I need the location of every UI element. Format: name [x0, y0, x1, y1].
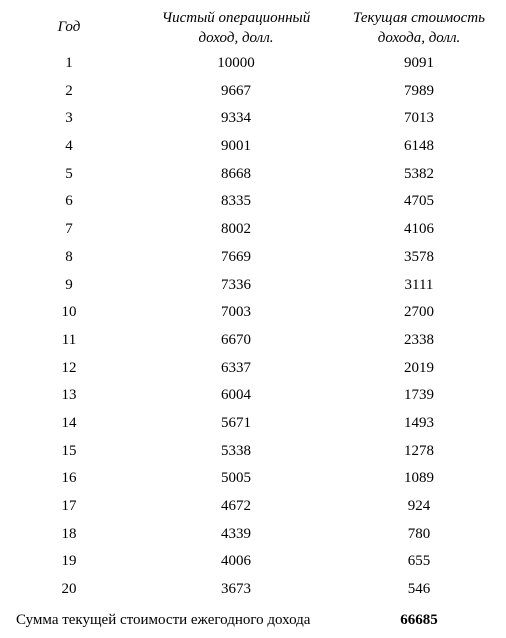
- header-year: Год: [57, 19, 81, 35]
- net-operating-income-cell: 7003: [221, 304, 251, 321]
- table-row: [0, 522, 506, 550]
- year-cell: 4: [65, 138, 73, 155]
- net-operating-income-cell: 5005: [221, 470, 251, 487]
- present-value-cell: 4705: [404, 193, 434, 210]
- present-value-cell: 5382: [404, 165, 434, 182]
- header-net-operating-income: Чистый операционный доход, долл.: [161, 10, 311, 46]
- net-operating-income-cell: 5338: [221, 442, 251, 459]
- present-value-cell: 2338: [404, 331, 434, 348]
- table-row: [0, 328, 506, 356]
- present-value-cell: 655: [407, 553, 431, 570]
- present-value-cell: 1493: [404, 414, 434, 431]
- year-cell: 16: [61, 470, 77, 487]
- year-cell: 18: [61, 525, 77, 542]
- net-operating-income-cell: 8335: [221, 193, 251, 210]
- table-row: [0, 162, 506, 190]
- year-cell: 11: [61, 331, 77, 348]
- table-row: [0, 79, 506, 107]
- net-operating-income-cell: 10000: [217, 55, 255, 71]
- table-row: [0, 383, 506, 411]
- total-value: 66685: [400, 612, 438, 628]
- present-value-cell: 2019: [404, 359, 434, 376]
- year-cell: 9: [65, 276, 73, 293]
- year-cell: 10: [61, 304, 77, 321]
- present-value-cell: 6148: [404, 138, 434, 155]
- net-operating-income-cell: 4672: [221, 498, 251, 514]
- present-value-cell: 1278: [404, 442, 434, 459]
- year-cell: 1: [65, 55, 73, 71]
- net-operating-income-cell: 9001: [221, 138, 251, 155]
- table-row: [0, 106, 506, 134]
- present-value-cell: 3111: [404, 276, 434, 293]
- year-cell: 2: [65, 82, 73, 99]
- net-operating-income-cell: 4339: [221, 525, 251, 542]
- present-value-cell: 4106: [404, 221, 434, 238]
- present-value-cell: 924: [407, 498, 431, 514]
- table-row: [0, 549, 506, 577]
- table-row: [0, 356, 506, 384]
- year-cell: 19: [61, 553, 77, 570]
- present-value-cell: 3578: [404, 248, 434, 265]
- table-row: [0, 134, 506, 162]
- net-operating-income-cell: 7669: [221, 248, 251, 265]
- net-operating-income-cell: 9667: [221, 82, 251, 99]
- total-label: Сумма текущей стоимости ежегодного дохода: [16, 612, 311, 628]
- table-row: [0, 189, 506, 217]
- present-value-cell: 546: [407, 581, 431, 598]
- table-body: [0, 51, 506, 605]
- year-cell: 3: [65, 110, 73, 127]
- year-cell: 14: [61, 414, 77, 431]
- year-cell: 12: [61, 359, 77, 376]
- net-operating-income-cell: 9334: [221, 110, 251, 127]
- table-header: [0, 8, 506, 48]
- net-operating-income-cell: 5671: [221, 414, 251, 431]
- net-operating-income-cell: 8002: [221, 221, 251, 238]
- net-operating-income-cell: 6337: [221, 359, 251, 376]
- year-cell: 5: [65, 165, 73, 182]
- table-row: [0, 411, 506, 439]
- table-row: [0, 51, 506, 79]
- net-operating-income-cell: 8668: [221, 165, 251, 182]
- net-operating-income-cell: 6004: [221, 387, 251, 404]
- year-cell: 13: [61, 387, 77, 404]
- present-value-cell: 1739: [404, 387, 434, 404]
- net-operating-income-cell: 6670: [221, 331, 251, 348]
- table-row: [0, 466, 506, 494]
- table-row: [0, 494, 506, 522]
- net-operating-income-cell: 4006: [221, 553, 251, 570]
- year-cell: 6: [65, 193, 73, 210]
- year-cell: 20: [61, 581, 77, 598]
- header-present-value: Текущая стоимость дохода, долл.: [353, 10, 485, 46]
- table-row: [0, 245, 506, 273]
- year-cell: 7: [65, 221, 73, 238]
- year-cell: 15: [61, 442, 77, 459]
- year-cell: 17: [61, 498, 77, 514]
- net-operating-income-cell: 3673: [221, 581, 251, 598]
- total-row: [0, 608, 506, 632]
- table-row: [0, 217, 506, 245]
- present-value-cell: 7013: [404, 110, 434, 127]
- present-value-cell: 7989: [404, 82, 434, 99]
- net-operating-income-cell: 7336: [221, 276, 251, 293]
- table-row: [0, 439, 506, 467]
- table-row: [0, 577, 506, 605]
- year-cell: 8: [65, 248, 73, 265]
- present-value-cell: 1089: [404, 470, 434, 487]
- table-row: [0, 273, 506, 301]
- present-value-cell: 780: [407, 525, 431, 542]
- present-value-cell: 2700: [404, 304, 434, 321]
- table-row: [0, 300, 506, 328]
- present-value-cell: 9091: [404, 55, 434, 71]
